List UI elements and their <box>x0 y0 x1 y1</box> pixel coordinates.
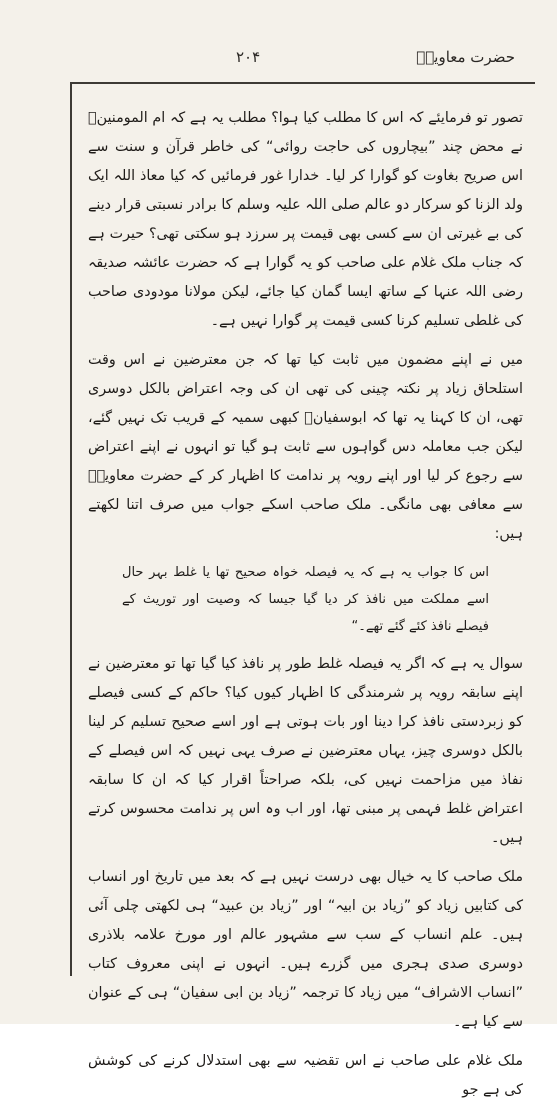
paragraph-5: ملک غلام علی صاحب نے اس تقضیہ سے بھی استدلال کرنے کی کوشش کی ہے جو <box>88 1053 523 1098</box>
header-rule <box>70 82 535 84</box>
paragraph-3: سوال یہ ہے کہ اگر یہ فیصلہ غلط طور پر نافذ کیا گیا تھا تو معترضین نے اپنے سابقہ رویہ پر شرمندگی کا اظہار کیوں کیا؟ حاکم کے کسی فیصلے کو زبردستی نافذ کرا دینا اور بات ہوتی ہے اور اسے صحیح تسلیم کر لینا بالکل دوسری چیز، یہاں معترضین نے صرف یہی نہیں کہ اس فیصلے کے نفاذ میں مزاحمت نہیں کی، بلکہ صراحتاً اقرار کیا کہ ان کا سابقہ اعتراض غلط فہمی پر مبنی تھا، اور اب وہ اس پر ندامت محسوس کرتے ہیں۔ <box>88 656 523 846</box>
page-number: ۲۰۴ <box>236 48 261 66</box>
margin-rule <box>70 82 72 976</box>
paragraph-1: تصور تو فرمایئے کہ اس کا مطلب کیا ہوا؟ مطلب یہ ہے کہ ام المومنینؓ نے محض چند ”بیچاروں کی حاجت روائی“ کی خاطر قرآن و سنت سے اس صریح بغاوت کو گوارا کر لیا۔ خدارا غور فرمائیں کہ کیا معاذ اللہ ایک ولد الزنا کو سرکار دو عالم صلی اللہ علیہ وسلم کا برادر نسبتی قرار دینے کی بے غیرتی ان سے کسی بھی قیمت پر سرزد ہو سکتی تھی؟ حیرت ہے کہ جناب ملک غلام علی صاحب کو یہ گوارا ہے کہ حضرت عائشہ صدیقہ رضی اللہ عنہا کے ساتھ ایسا گمان کیا جائے، لیکن مولانا مودودی صاحب کی غلطی تسلیم کرنا کسی قیمت پر گوارا نہیں ہے۔ <box>88 110 523 329</box>
body-text <box>88 104 523 1115</box>
block-quote: اس کا جواب یہ ہے کہ یہ فیصلہ خواہ صحیح تھا یا غلط بہر حال اسے مملکت میں نافذ کر دیا گیا جیسا کہ وصیت اور توریث کے فیصلے نافذ کئے گئے تھے۔“ <box>122 565 489 634</box>
paragraph-4: ملک صاحب کا یہ خیال بھی درست نہیں ہے کہ بعد میں تاریخ اور انساب کی کتابیں زیاد کو ”زیاد بن ابیہ“ اور ”زیاد بن عبید“ ہی لکھتی چلی آئی ہیں۔ علم انساب کے سب سے مشہور عالم اور مورخ علامہ بلاذری دوسری صدی ہجری میں گزرے ہیں۔ انہوں نے اپنی معروف کتاب ”انساب الاشراف“ میں زیاد کا ترجمہ ”زیاد بن ابی سفیان“ ہی کے عنوان سے کیا ہے۔ <box>88 869 523 1030</box>
running-title: حضرت معاویہؓ <box>416 48 515 66</box>
paragraph-2: میں نے اپنے مضمون میں ثابت کیا تھا کہ جن معترضین نے اس وقت استلحاق زیاد پر نکتہ چینی کی تھی ان کی وجہ اعتراض بالکل دوسری تھی، ان کا کہنا یہ تھا کہ ابوسفیانؓ کبھی سمیہ کے قریب تک نہیں گئے، لیکن جب معاملہ دس گواہوں سے ثابت ہو گیا تو انہوں نے اپنے اعتراض سے رجوع کر لیا اور اپنے رویہ پر ندامت کا اظہار کر کے حضرت معاویہؓ سے معافی بھی مانگی۔ ملک صاحب اسکے جواب میں صرف اتنا لکھتے ہیں: <box>88 352 523 542</box>
